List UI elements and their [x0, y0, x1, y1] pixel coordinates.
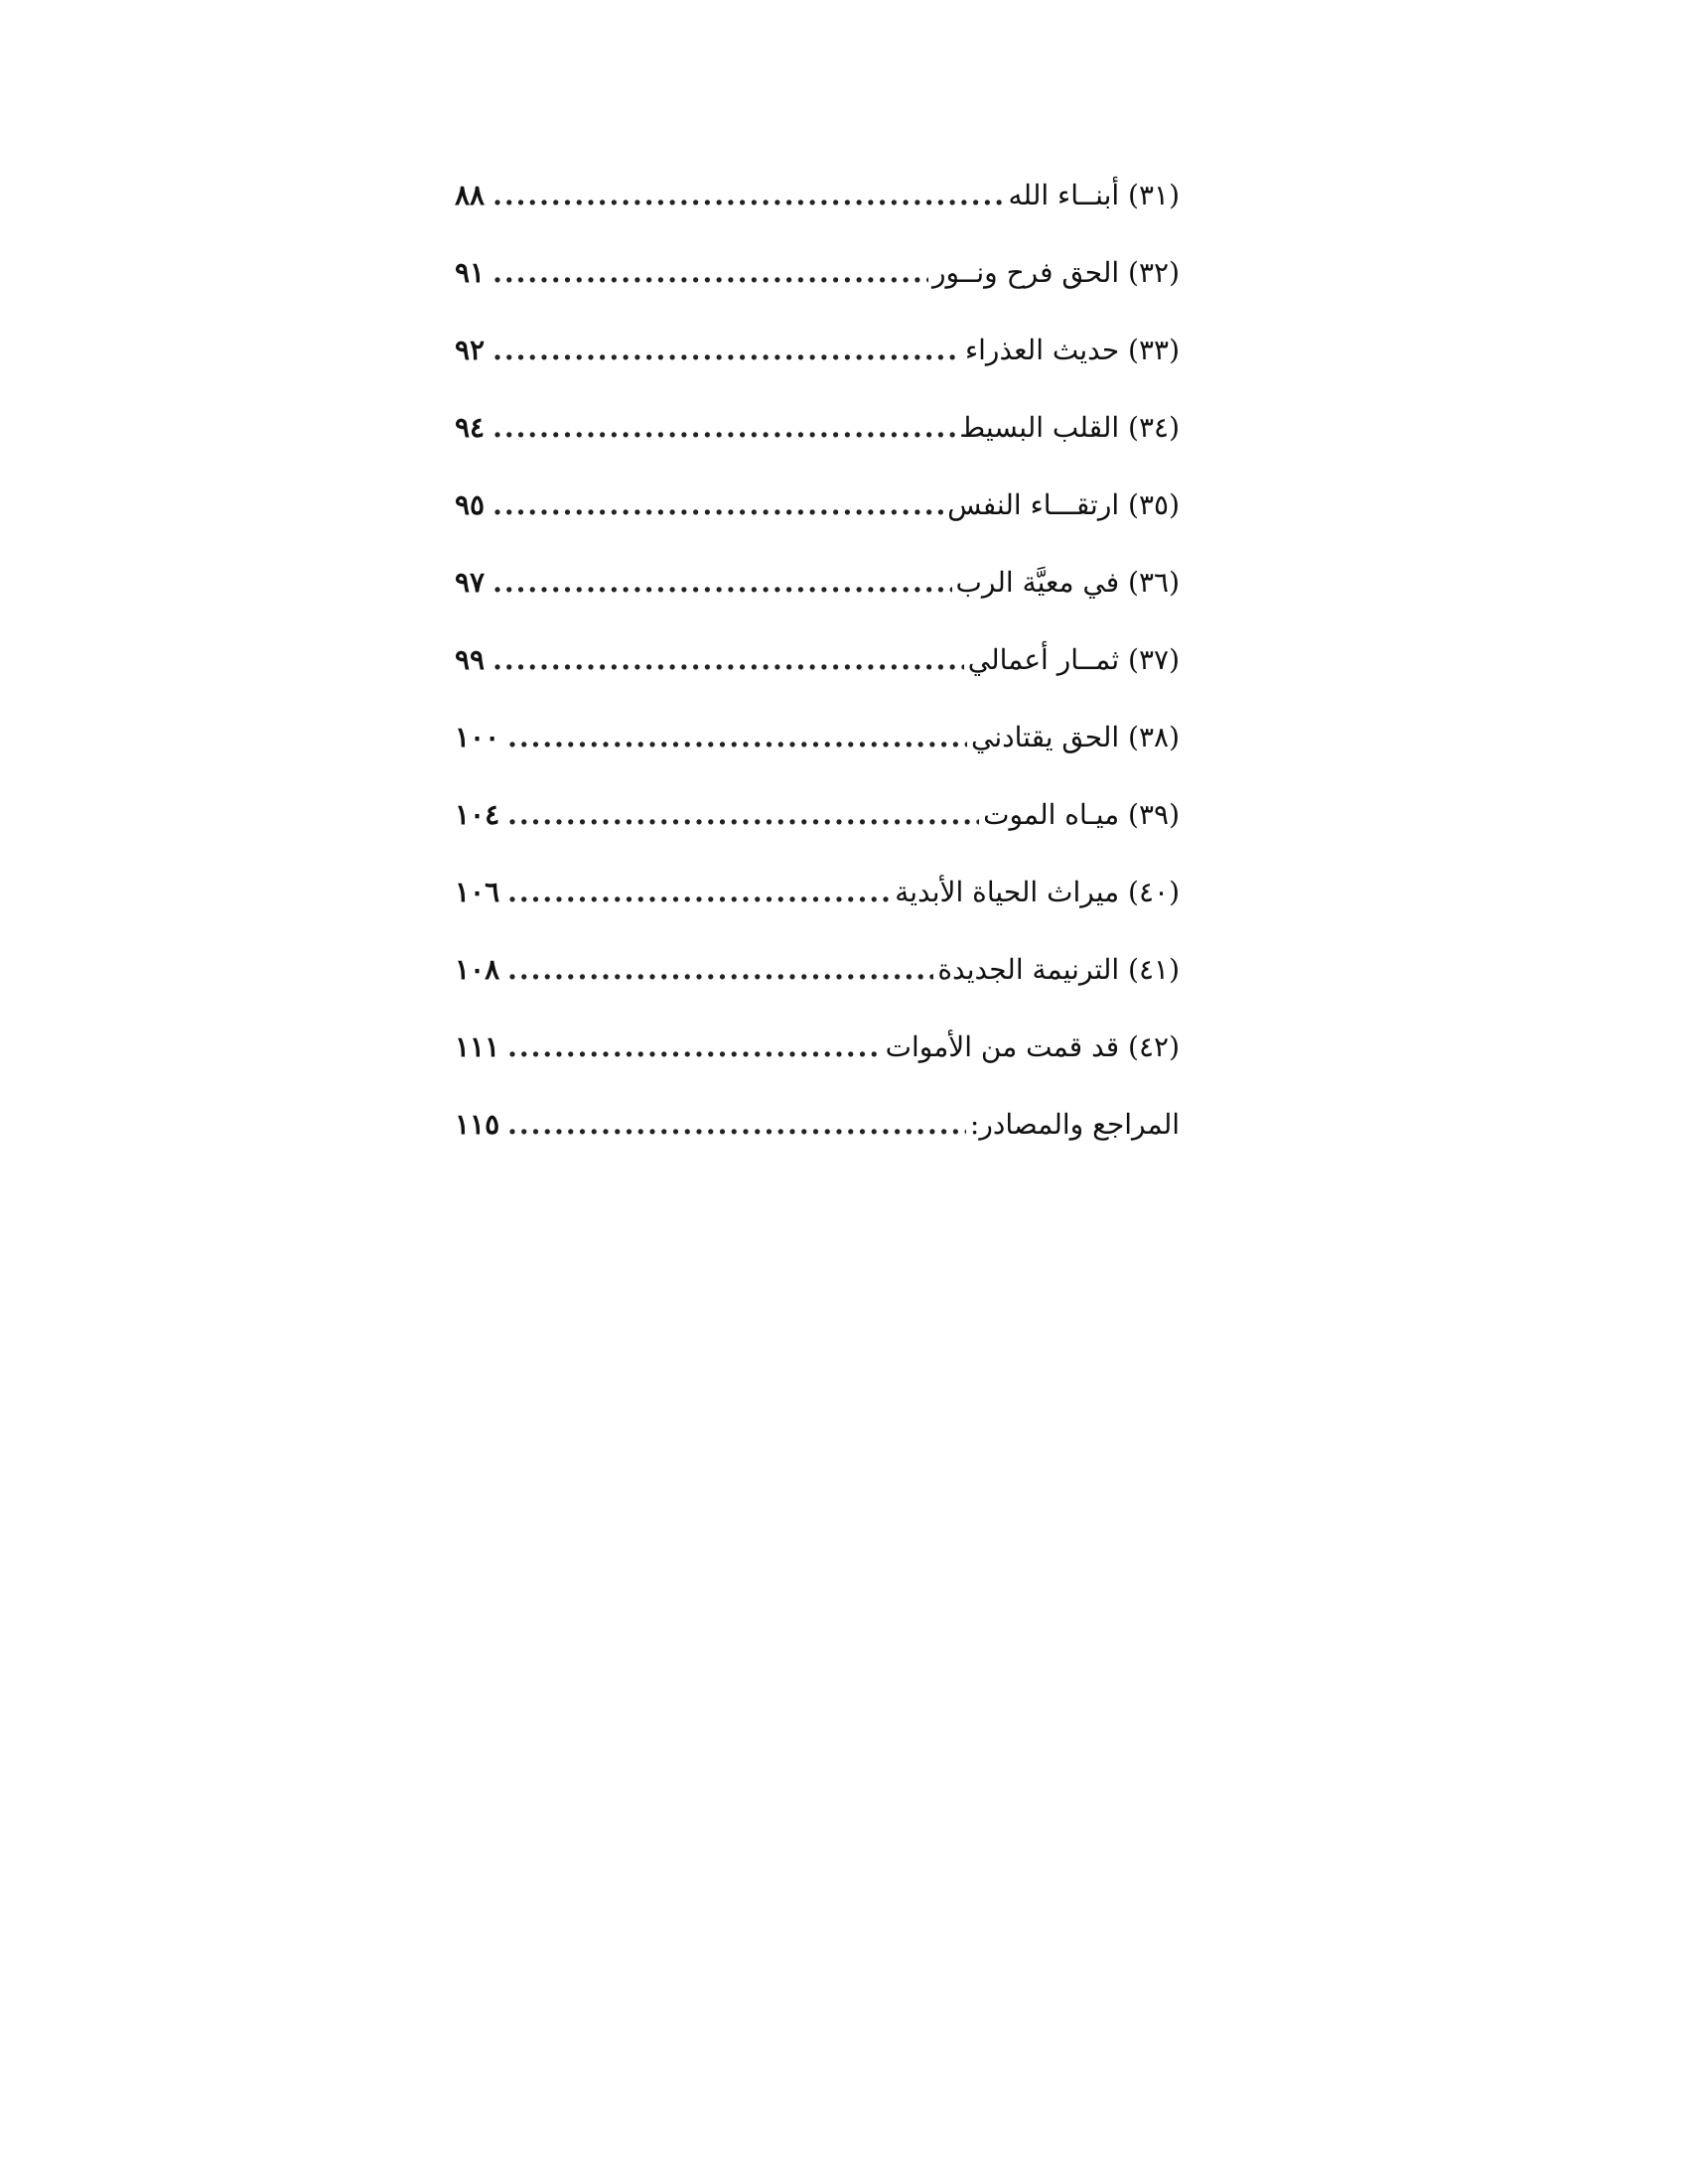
toc-entry-title: (٣٥) ارتقـــاء النفس — [947, 488, 1180, 521]
toc-entry-page: ٩٤ — [455, 411, 486, 444]
toc-entry — [455, 1009, 1180, 1086]
toc-entry-page: ٩١ — [455, 256, 486, 289]
toc-entry — [455, 234, 1180, 312]
table-of-contents — [455, 157, 1180, 1163]
toc-entry-page: ٨٨ — [455, 179, 486, 211]
toc-entry-title: (٣٦) في معيَّة الرب — [955, 566, 1180, 599]
toc-entry — [455, 776, 1180, 854]
toc-leader-dots — [492, 491, 943, 519]
toc-entry — [455, 544, 1180, 621]
toc-leader-dots — [492, 646, 964, 674]
toc-entry — [455, 389, 1180, 467]
toc-leader-dots — [492, 337, 961, 364]
toc-leader-dots — [492, 259, 928, 287]
toc-entry-title: المراجع والمصادر: — [969, 1108, 1180, 1141]
toc-entry — [455, 312, 1180, 389]
toc-entry-title: (٣٢) الحق فرح ونــور — [932, 256, 1180, 289]
toc-entry — [455, 854, 1180, 931]
toc-entry-title: (٣٩) ميـاه الموت — [983, 798, 1180, 831]
toc-entry-page: ١٠٤ — [455, 798, 500, 831]
toc-entry-title: (٤١) الترنيمة الجديدة — [937, 953, 1180, 986]
toc-entry-title: (٣٨) الحق يقتادني — [970, 721, 1180, 753]
toc-entry — [455, 931, 1180, 1009]
toc-entry-page: ١٠٠ — [455, 721, 500, 753]
toc-entry-page: ١١١ — [455, 1030, 500, 1063]
toc-leader-dots — [507, 724, 967, 751]
toc-leader-dots — [507, 1111, 966, 1139]
toc-entry-page: ٩٧ — [455, 566, 486, 599]
toc-leader-dots — [507, 801, 979, 829]
toc-entry-page: ٩٥ — [455, 488, 486, 521]
toc-entry-page: ٩٢ — [455, 334, 486, 366]
toc-leader-dots — [507, 956, 933, 984]
toc-entry-references — [455, 1086, 1180, 1163]
toc-entry-title: (٣٤) القلب البسيط — [959, 411, 1180, 444]
toc-entry-title: (٤٠) ميراث الحياة الأبدية — [895, 876, 1180, 908]
toc-entry-title: (٣١) أبنــاء الله — [1008, 179, 1180, 211]
toc-entry-page: ١٠٦ — [455, 876, 500, 908]
toc-entry-page: ١٠٨ — [455, 953, 500, 986]
toc-leader-dots — [507, 879, 891, 906]
toc-entry-page: ٩٩ — [455, 643, 486, 676]
toc-leader-dots — [492, 414, 955, 442]
toc-entry-title: (٤٢) قد قمت من الأموات — [885, 1030, 1180, 1063]
toc-leader-dots — [507, 1033, 882, 1061]
toc-leader-dots — [492, 569, 951, 597]
toc-entry-title: (٣٣) حديث العذراء — [964, 334, 1180, 366]
toc-entry-title: (٣٧) ثمــار أعمالي — [967, 643, 1180, 676]
toc-leader-dots — [492, 182, 1004, 209]
toc-entry — [455, 621, 1180, 699]
toc-entry — [455, 467, 1180, 544]
toc-entry-page: ١١٥ — [455, 1108, 500, 1141]
toc-entry — [455, 699, 1180, 776]
toc-entry — [455, 157, 1180, 234]
